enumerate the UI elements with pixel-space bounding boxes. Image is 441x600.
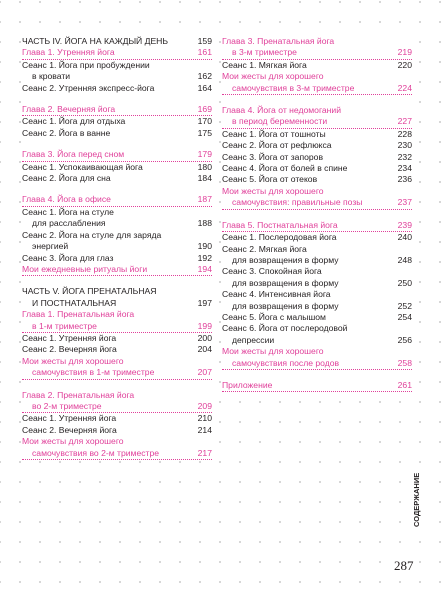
toc-entry-page: 240 [397, 232, 412, 243]
toc-entry-title-line: для возвращения в форму [232, 300, 339, 311]
toc-entry-title-line: Мои жесты для хорошего [222, 346, 324, 357]
toc-entry-title-line: Сеанс 2. Вечерняя йога [22, 424, 117, 435]
toc-entry-title [222, 380, 396, 391]
toc-entry-page: 252 [397, 300, 412, 311]
toc-entry-page: 224 [397, 82, 412, 93]
toc-entry-page: 204 [197, 344, 212, 355]
toc-entry-session [222, 152, 412, 163]
toc-entry-title-line: самочувствия в 1-м триместре [32, 367, 155, 378]
toc-entry-chapter [222, 105, 412, 129]
toc-entry-page: 220 [397, 59, 412, 70]
toc-entry-title [22, 60, 196, 83]
toc-entry-chapter [22, 47, 212, 59]
toc-entry-session [22, 116, 212, 127]
toc-entry-page: 236 [397, 174, 412, 185]
toc-entry-session [22, 83, 212, 94]
toc-entry-session [22, 207, 212, 230]
toc-entry-title-line: Сеанс 1. Успокаивающая йога [22, 161, 143, 172]
toc-entry-title-line: Глава 4. Йога в офисе [22, 194, 111, 205]
toc-entry-title-line: Сеанс 2. Вечерняя йога [22, 344, 117, 355]
toc-spacer [22, 94, 212, 104]
toc-entry-page: 188 [197, 218, 212, 229]
toc-entry-page: 169 [197, 104, 212, 115]
toc-entry-chapter [22, 104, 212, 116]
toc-entry-title [22, 116, 196, 127]
toc-entry-session [22, 128, 212, 139]
toc-entry-title [22, 104, 196, 115]
toc-entry-title-line: Сеанс 1. Йога при пробуждении [22, 59, 150, 70]
toc-spacer [22, 380, 212, 390]
toc-entry-title [222, 105, 396, 128]
toc-entry-title-line: Сеанс 2. Йога в ванне [22, 127, 111, 138]
toc-entry-title-line: ЧАСТЬ IV. ЙОГА НА КАЖДЫЙ ДЕНЬ [22, 36, 169, 46]
toc-entry-title [22, 230, 196, 253]
toc-entry-title-line: Сеанс 1. Йога на стуле [22, 206, 114, 217]
toc-entry-title [22, 333, 196, 344]
toc-entry-title-line: Сеанс 2. Йога от рефлюкса [222, 140, 332, 151]
toc-entry-title-line: Мои ежедневные ритуалы йоги [22, 263, 148, 274]
toc-entry-title-line: для расслабления [32, 218, 106, 229]
toc-entry-session [222, 232, 412, 243]
toc-entry-page: 214 [197, 424, 212, 435]
toc-entry-chapter [22, 356, 212, 380]
toc-spacer [22, 276, 212, 286]
toc-entry-title-line: в 3-м триместре [232, 47, 297, 58]
toc-entry-title [222, 140, 396, 151]
toc-entry-title-line: Сеанс 2. Йога на стуле для заряда [22, 229, 162, 240]
toc-entry-title-line: Приложение [222, 379, 273, 390]
toc-entry-title [22, 173, 196, 184]
toc-entry-session [222, 163, 412, 174]
toc-entry-title-line: Сеанс 2. Йога для сна [22, 173, 111, 184]
toc-entry-title-line: самочувствия в 3-м триместре [232, 82, 355, 93]
toc-entry-page: 248 [397, 254, 412, 265]
toc-entry-page: 184 [197, 173, 212, 184]
toc-entry-chapter [22, 264, 212, 276]
toc-entry-title [22, 253, 196, 264]
toc-entry-title-line: Мои жесты для хорошего [22, 436, 124, 447]
toc-entry-title [222, 220, 396, 231]
toc-spacer [222, 210, 412, 220]
toc-entry-session [22, 344, 212, 355]
toc-entry-title [22, 128, 196, 139]
toc-entry-title [22, 425, 196, 436]
toc-entry-title [22, 194, 196, 205]
toc-entry-session [222, 312, 412, 323]
toc-entry-title [222, 186, 396, 209]
toc-entry-page: 194 [197, 263, 212, 274]
toc-entry-title-line: самочувствия во 2-м триместре [32, 447, 160, 458]
toc-entry-title-line: Глава 2. Пренатальная йога [22, 389, 135, 400]
toc-entry-chapter [222, 380, 412, 392]
toc-entry-title-line: Сеанс 2. Утренняя экспресс-йога [22, 82, 155, 93]
toc-entry-title-line: Сеанс 5. Йога с малышом [222, 311, 326, 322]
toc-entry-chapter [22, 436, 212, 460]
toc-entry-title [22, 149, 196, 160]
toc-entry-title-line: в 1-м триместре [32, 320, 97, 331]
toc-entry-title-line: Сеанс 4. Интенсивная йога [222, 289, 331, 300]
toc-entry-title [222, 152, 396, 163]
toc-entry-part [22, 286, 212, 309]
toc-entry-title [222, 312, 396, 323]
toc-entry-page: 228 [397, 128, 412, 139]
toc-entry-session [22, 333, 212, 344]
toc-entry-title [222, 129, 396, 140]
toc-entry-session [22, 60, 212, 83]
toc-entry-title-line: Глава 3. Пренатальная йога [222, 36, 335, 46]
toc-entry-page: 210 [197, 413, 212, 424]
toc-entry-session [222, 323, 412, 346]
toc-entry-page: 190 [197, 241, 212, 252]
toc-entry-title [222, 60, 396, 71]
toc-entry-title [222, 346, 396, 369]
toc-spacer [222, 95, 412, 105]
toc-entry-title-line: в кровати [32, 71, 71, 82]
toc-entry-page: 187 [197, 194, 212, 205]
toc-entry-page: 209 [197, 400, 212, 411]
toc-entry-page: 162 [197, 71, 212, 82]
toc-entry-page: 179 [197, 149, 212, 160]
toc-entry-title-line: Сеанс 2. Мягкая йога [222, 243, 307, 254]
toc-entry-title-line: во 2-м триместре [32, 400, 102, 411]
toc-entry-title-line: Глава 4. Йога от недомоганий [222, 105, 342, 116]
toc-entry-chapter [222, 186, 412, 210]
toc-entry-page: 217 [197, 447, 212, 458]
toc-entry-title [222, 266, 396, 289]
toc-entry-title [222, 163, 396, 174]
toc-entry-chapter [222, 71, 412, 95]
toc-entry-title-line: Глава 1. Пренатальная йога [22, 309, 135, 320]
toc-entry-page: 175 [197, 127, 212, 138]
toc-entry-page: 199 [197, 320, 212, 331]
toc-entry-title [22, 356, 196, 379]
toc-entry-title-line: Сеанс 1. Мягкая йога [222, 59, 307, 70]
toc-entry-title-line: Сеанс 3. Йога от запоров [222, 151, 324, 162]
toc-entry-chapter [22, 390, 212, 414]
toc-entry-title [22, 286, 196, 309]
toc-entry-title [22, 436, 196, 459]
toc-entry-title [22, 162, 196, 173]
toc-entry-session [22, 230, 212, 253]
toc-entry-title-line: ЧАСТЬ V. ЙОГА ПРЕНАТАЛЬНАЯ [22, 286, 157, 297]
toc-entry-page: 230 [397, 140, 412, 151]
toc-column-left [22, 36, 212, 460]
toc-entry-chapter [22, 194, 212, 206]
toc-entry-title-line: Сеанс 5. Йога от отеков [222, 174, 318, 185]
toc-entry-page: 219 [397, 47, 412, 58]
toc-entry-title-line: Сеанс 6. Йога от послеродовой [222, 323, 348, 334]
toc-entry-title [222, 323, 396, 346]
toc-entry-title-line: энергией [32, 241, 69, 252]
toc-entry-title [22, 309, 196, 332]
toc-entry-title-line: Мои жесты для хорошего [222, 71, 324, 82]
toc-entry-title [222, 232, 396, 243]
toc-entry-session [222, 266, 412, 289]
toc-spacer [22, 184, 212, 194]
toc-entry-title-line: Сеанс 3. Спокойная йога [222, 266, 322, 277]
toc-entry-page: 192 [197, 252, 212, 263]
toc-entry-title [222, 36, 396, 59]
toc-entry-page: 237 [397, 197, 412, 208]
toc-entry-page: 232 [397, 151, 412, 162]
toc-entry-title-line: Мои жесты для хорошего [222, 185, 324, 196]
toc-entry-session [22, 253, 212, 264]
toc-entry-page: 207 [197, 367, 212, 378]
toc-entry-title-line: И ПОСТНАТАЛЬНАЯ [32, 297, 117, 308]
toc-entry-session [22, 425, 212, 436]
toc-entry-session [222, 289, 412, 312]
toc-entry-title [222, 244, 396, 267]
toc-entry-session [222, 129, 412, 140]
toc-entry-title-line: Глава 5. Постнатальная йога [222, 219, 338, 230]
toc-entry-title [222, 289, 396, 312]
toc-entry-chapter [22, 309, 212, 333]
toc-entry-page: 161 [197, 47, 212, 58]
toc-entry-page: 227 [397, 116, 412, 127]
toc-column-right [222, 36, 412, 392]
toc-entry-title-line: Сеанс 1. Йога для отдыха [22, 116, 126, 127]
toc-entry-session [22, 413, 212, 424]
toc-entry-page: 180 [197, 161, 212, 172]
toc-spacer [22, 139, 212, 149]
toc-entry-session [22, 162, 212, 173]
toc-spacer [222, 370, 412, 380]
toc-entry-title [22, 207, 196, 230]
toc-entry-page: 234 [397, 163, 412, 174]
toc-entry-page: 159 [197, 36, 212, 46]
toc-entry-page: 164 [197, 82, 212, 93]
toc-entry-title-line: Мои жесты для хорошего [22, 355, 124, 366]
toc-entry-page: 197 [197, 297, 212, 308]
toc-entry-title [222, 71, 396, 94]
toc-entry-title-line: Сеанс 4. Йога от болей в спине [222, 163, 348, 174]
toc-entry-title [22, 264, 196, 275]
section-label: СОДЕРЖАНИЕ [412, 470, 428, 530]
toc-entry-title [22, 390, 196, 413]
toc-entry-title-line: Глава 2. Вечерняя йога [22, 104, 116, 115]
page-number: 287 [394, 558, 414, 573]
toc-entry-title [22, 83, 196, 94]
toc-entry-page: 170 [197, 116, 212, 127]
toc-entry-chapter [222, 220, 412, 232]
toc-entry-title-line: Сеанс 1. Йога от тошноты [222, 128, 326, 139]
toc-entry-title-line: самочувствия после родов [232, 357, 340, 368]
toc-entry-chapter [22, 149, 212, 161]
toc-entry-page: 258 [397, 357, 412, 368]
toc-entry-title-line: депрессии [232, 334, 275, 345]
toc-entry-title-line: Сеанс 1. Утренняя йога [22, 332, 117, 343]
toc-entry-title-line: в период беременности [232, 116, 328, 127]
toc-entry-title-line: Глава 1. Утренняя йога [22, 47, 115, 58]
toc-entry-title-line: для возвращения в форму [232, 277, 339, 288]
toc-entry-page: 254 [397, 311, 412, 322]
toc-entry-page: 261 [397, 379, 412, 390]
toc-entry-title-line: самочувствия: правильные позы [232, 197, 363, 208]
toc-entry-page: 250 [397, 277, 412, 288]
toc-entry-part [22, 36, 212, 47]
toc-entry-title [222, 174, 396, 185]
toc-entry-title-line: Сеанс 1. Утренняя йога [22, 413, 117, 424]
toc-entry-session [222, 60, 412, 71]
toc-entry-session [222, 140, 412, 151]
toc-entry-session [222, 174, 412, 185]
toc-entry-title-line: Сеанс 3. Йога для глаз [22, 252, 114, 263]
toc-entry-title-line: для возвращения в форму [232, 254, 339, 265]
toc-entry-title-line: Сеанс 1. Послеродовая йога [222, 232, 337, 243]
toc-entry-session [222, 244, 412, 267]
toc-entry-chapter [222, 36, 412, 60]
toc-entry-title [22, 413, 196, 424]
toc-entry-page: 256 [397, 334, 412, 345]
toc-entry-chapter [222, 346, 412, 370]
toc-entry-session [22, 173, 212, 184]
toc-entry-title [22, 47, 196, 58]
toc-entry-page: 200 [197, 332, 212, 343]
toc-entry-title-line: Глава 3. Йога перед сном [22, 149, 125, 160]
toc-entry-title [22, 36, 196, 47]
toc-entry-page: 239 [397, 219, 412, 230]
toc-entry-title [22, 344, 196, 355]
